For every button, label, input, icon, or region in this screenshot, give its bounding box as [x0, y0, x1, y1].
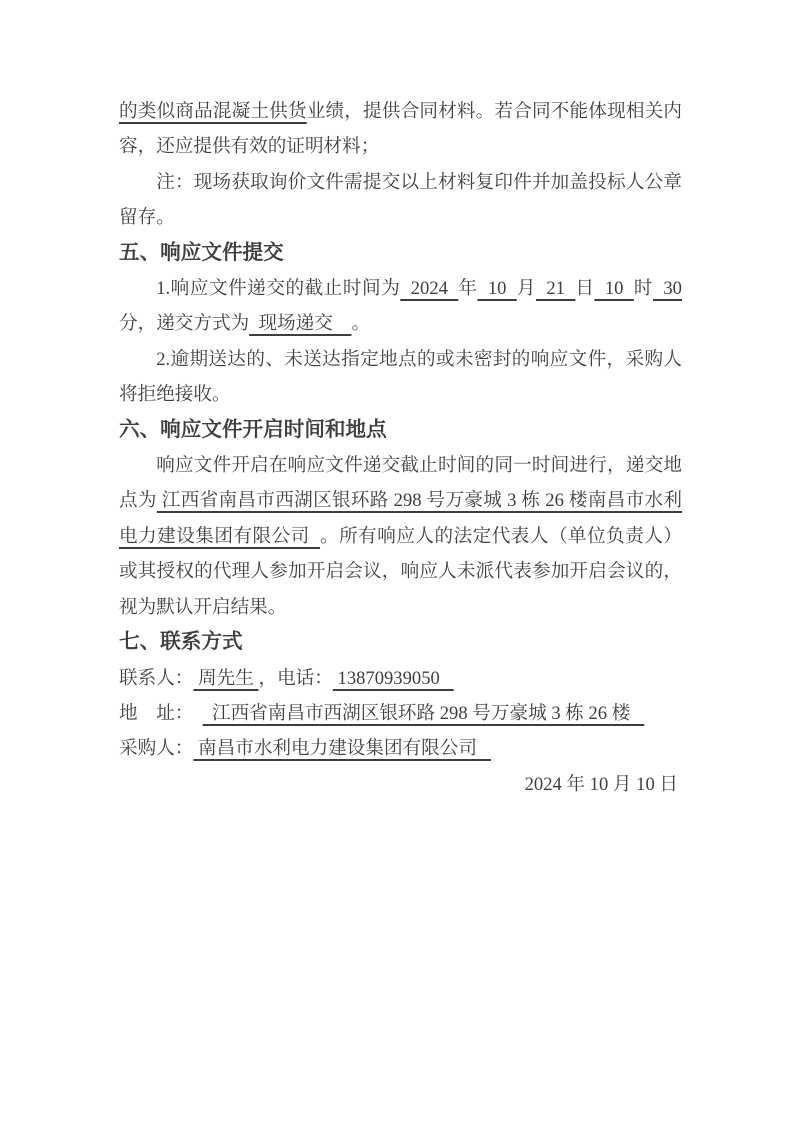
- opening-tail-text: 。所有响应人的法定代表人（单位负责人）或其授权的代理人参加开启会议，响应人未派代表参加开启会议的，视为默认开启结果。: [119, 525, 682, 618]
- heading-section-6-label: 六、响应文件开启时间和地点: [119, 418, 387, 441]
- address-gap: [193, 703, 202, 724]
- delivery-method-period: 。: [351, 313, 371, 335]
- para-late-delivery: [119, 342, 682, 413]
- deadline-year-value: 2024: [400, 278, 459, 300]
- para-document-date: [119, 767, 682, 802]
- deadline-day-value: 21: [535, 278, 576, 300]
- purchaser-label: 采购人：: [119, 738, 194, 760]
- para-contact-person: [119, 661, 682, 696]
- qualification-text: 业绩，提供合同材料。若合同不能体现相关内容，还应提供有效的证明材料；: [119, 101, 682, 158]
- contact-phone-label: ，电话：: [258, 667, 333, 689]
- address-value: 江西省南昌市西湖区银环路 298 号万豪城 3 栋 26 楼: [202, 702, 645, 724]
- delivery-method-lead-text: 分，递交方式为: [119, 313, 250, 335]
- heading-section-7-contact: [119, 625, 682, 660]
- deadline-month-unit: 月: [516, 278, 536, 300]
- deadline-hour-value: 10: [594, 278, 634, 300]
- heading-section-5-label: 五、响应文件提交: [119, 241, 284, 264]
- deadline-hour-unit: 时: [633, 278, 653, 300]
- similar-supply-underlined-text: 的类似商品混凝土供货: [119, 101, 307, 122]
- para-opening: [119, 448, 682, 625]
- para-deadline: [119, 271, 682, 342]
- late-delivery-text: 2.逾期送达的、未送达指定地点的或未密封的响应文件，采购人将拒绝接收。: [119, 348, 682, 406]
- address-label: 地 址：: [119, 702, 194, 724]
- opening-lead-text: 响应文件开启在响应文件递交截止时间的同一时间进行，递交地点为: [119, 455, 682, 512]
- heading-section-7-label: 七、联系方式: [119, 631, 243, 654]
- deadline-lead-text: 1.响应文件递交的截止时间为: [156, 278, 401, 300]
- para-note: [119, 165, 682, 236]
- opening-location-value: 江西省南昌市西湖区银环路 298 号万豪城 3 栋 26 楼南昌市水利电力建设集团有限公司: [119, 490, 682, 547]
- heading-section-6-opening: [119, 413, 682, 448]
- purchaser-value: 南昌市水利电力建设集团有限公司: [193, 738, 491, 760]
- heading-section-5-submission: [119, 236, 682, 271]
- deadline-day-unit: 日: [575, 278, 595, 300]
- para-purchaser: [119, 731, 682, 766]
- contact-person-value: 周先生: [193, 667, 259, 689]
- deadline-year-unit: 年: [458, 278, 478, 300]
- deadline-month-value: 10: [477, 278, 517, 300]
- document-date-value: 2024 年 10 月 10 日: [524, 773, 678, 795]
- para-address: [119, 696, 682, 731]
- contact-phone-value: 13870939050: [332, 667, 454, 689]
- contact-person-label: 联系人：: [119, 667, 194, 689]
- para-qualification-continuation: [119, 94, 682, 165]
- delivery-method-value: 现场递交: [249, 313, 352, 335]
- note-text: 注：现场获取询价文件需提交以上材料复印件并加盖投标人公章留存。: [119, 171, 682, 229]
- deadline-minute-value: 30: [653, 278, 682, 300]
